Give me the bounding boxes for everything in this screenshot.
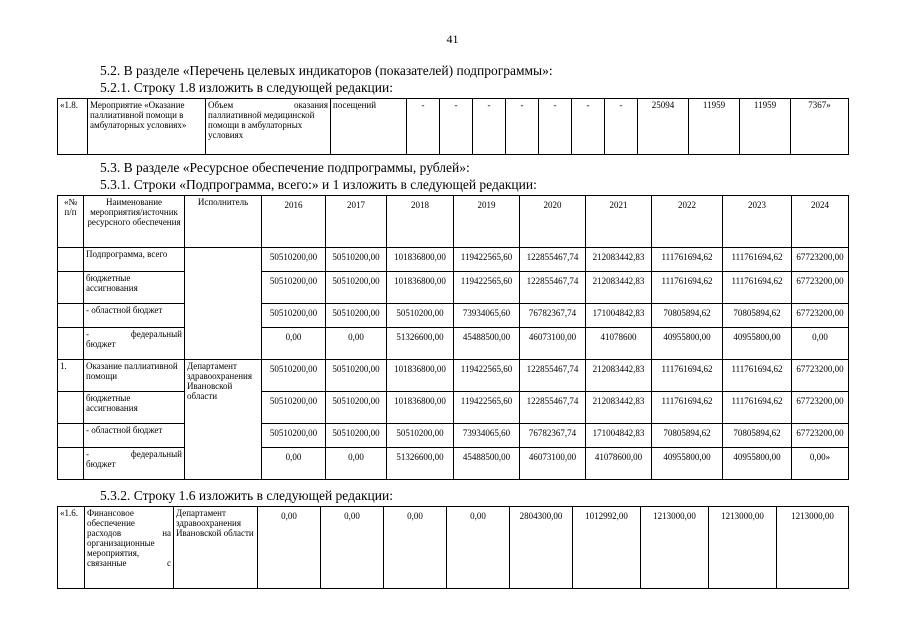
row-name bbox=[84, 448, 185, 480]
paragraph-5-3-2: 5.3.2. Строку 1.6 изложить в следующей редакции: bbox=[100, 488, 393, 503]
value-cell: 122855467,74 bbox=[520, 392, 586, 424]
value-cell: 111761694,62 bbox=[723, 392, 792, 424]
value-cell: 50510200,00 bbox=[262, 392, 326, 424]
value-cell: 171004842,83 bbox=[586, 424, 652, 448]
value-cell: - bbox=[572, 99, 605, 155]
row-number bbox=[58, 304, 84, 328]
value-cell: - bbox=[605, 99, 638, 155]
value-cell: 67723200,00 bbox=[792, 272, 849, 304]
header-num: «№ п/п bbox=[58, 196, 84, 248]
name-word: с bbox=[167, 558, 171, 569]
value-cell: 40955800,00 bbox=[723, 328, 792, 360]
value-cell: 50510200,00 bbox=[262, 304, 326, 328]
row-name: Оказание паллиативной помощи bbox=[84, 360, 185, 392]
value-cell: 171004842,83 bbox=[586, 304, 652, 328]
value-cell: 1213000,00 bbox=[641, 507, 709, 589]
paragraph-5-2: 5.2. В разделе «Перечень целевых индикаторов (показателей) подпрограммы»: bbox=[100, 63, 553, 78]
table-row bbox=[58, 507, 849, 589]
table-body bbox=[58, 248, 849, 480]
value-cell: 50510200,00 bbox=[262, 272, 326, 304]
name-line: организационные bbox=[87, 538, 155, 549]
paragraph-5-2-1: 5.2.1. Строку 1.8 изложить в следующей редакции: bbox=[100, 80, 393, 95]
value-cell: 0,00 bbox=[326, 328, 387, 360]
value-cell: 73934065,60 bbox=[454, 424, 520, 448]
value-cell: 67723200,00 bbox=[792, 360, 849, 392]
value-cell: 7367» bbox=[791, 99, 849, 155]
page-number: 41 bbox=[446, 32, 459, 46]
value-cell: 67723200,00 bbox=[792, 392, 849, 424]
value-cell: 76782367,74 bbox=[520, 304, 586, 328]
value-cell: 46073100,00 bbox=[520, 448, 586, 480]
value-cell: 119422565,60 bbox=[454, 248, 520, 272]
value-cell: 51326600,00 bbox=[387, 448, 454, 480]
value-cell: 101836800,00 bbox=[387, 248, 454, 272]
row-1-6-table bbox=[57, 506, 849, 589]
value-cell: 119422565,60 bbox=[454, 272, 520, 304]
name-word: связанные bbox=[87, 558, 127, 569]
paragraph-5-3-1: 5.3.1. Строки «Подпрограмма, всего:» и 1 изложить в следующей редакции: bbox=[100, 177, 537, 192]
value-cell: 50510200,00 bbox=[326, 360, 387, 392]
value-cell: 0,00 bbox=[792, 328, 849, 360]
header-executor: Исполнитель bbox=[185, 196, 262, 248]
paragraph-5-3: 5.3. В разделе «Ресурсное обеспечение подпрограммы, рублей»: bbox=[100, 160, 470, 175]
value-cell: 101836800,00 bbox=[387, 272, 454, 304]
row-name-dash: - bbox=[86, 449, 89, 459]
table-row bbox=[58, 248, 849, 272]
value-cell: 119422565,60 bbox=[454, 360, 520, 392]
value-cell: 40955800,00 bbox=[652, 328, 723, 360]
value-cell: 50510200,00 bbox=[387, 304, 454, 328]
event-name: Мероприятие «Оказание паллиативной помощи в амбулаторных условиях» bbox=[88, 99, 206, 155]
table-row bbox=[58, 328, 849, 360]
row-number: 1. bbox=[58, 360, 84, 392]
value-cell: 111761694,62 bbox=[652, 248, 723, 272]
value-cell: 50510200,00 bbox=[326, 304, 387, 328]
value-cell: 41078600 bbox=[586, 328, 652, 360]
row-name bbox=[84, 328, 185, 360]
value-cell: 212083442,83 bbox=[586, 392, 652, 424]
value-cell: 50510200,00 bbox=[326, 392, 387, 424]
name-word: на bbox=[162, 528, 171, 539]
value-cell: - bbox=[407, 99, 440, 155]
header-year: 2017 bbox=[326, 196, 387, 248]
value-cell: 101836800,00 bbox=[387, 392, 454, 424]
executor: Департамент здравоохранения Ивановской области bbox=[185, 360, 262, 480]
resource-table bbox=[57, 195, 849, 480]
name-line: обеспечение bbox=[87, 518, 135, 529]
value-cell: 212083442,83 bbox=[586, 272, 652, 304]
value-cell: 0,00 bbox=[262, 328, 326, 360]
value-cell: 0,00» bbox=[792, 448, 849, 480]
table-row bbox=[58, 304, 849, 328]
header-year: 2016 bbox=[262, 196, 326, 248]
value-cell: 2804300,00 bbox=[510, 507, 573, 589]
value-cell: 0,00 bbox=[384, 507, 447, 589]
row-number bbox=[58, 328, 84, 360]
value-cell: 1213000,00 bbox=[777, 507, 849, 589]
value-cell: 111761694,62 bbox=[723, 272, 792, 304]
value-cell: 41078600,00 bbox=[586, 448, 652, 480]
value-cell: 111761694,62 bbox=[723, 248, 792, 272]
indicator-table bbox=[57, 98, 849, 155]
row-number bbox=[58, 424, 84, 448]
value-cell: 40955800,00 bbox=[652, 448, 723, 480]
value-cell: 45488500,00 bbox=[454, 328, 520, 360]
executor bbox=[185, 248, 262, 360]
value-cell: 111761694,62 bbox=[652, 360, 723, 392]
value-cell: 101836800,00 bbox=[387, 360, 454, 392]
value-cell: 73934065,60 bbox=[454, 304, 520, 328]
value-cell: 212083442,83 bbox=[586, 360, 652, 392]
value-cell: 122855467,74 bbox=[520, 248, 586, 272]
value-cell: 40955800,00 bbox=[723, 448, 792, 480]
table-row bbox=[58, 99, 849, 155]
value-cell: 11959 bbox=[689, 99, 740, 155]
row-number bbox=[58, 448, 84, 480]
value-cell: 50510200,00 bbox=[326, 272, 387, 304]
value-cell: 1012992,00 bbox=[573, 507, 641, 589]
value-cell: 50510200,00 bbox=[326, 248, 387, 272]
table-row bbox=[58, 392, 849, 424]
table-header-row bbox=[58, 196, 849, 248]
row-number bbox=[58, 392, 84, 424]
value-cell: 0,00 bbox=[326, 448, 387, 480]
name-line: мероприятия, bbox=[87, 548, 140, 559]
value-cell: 0,00 bbox=[258, 507, 321, 589]
value-cell: 67723200,00 bbox=[792, 424, 849, 448]
value-cell: 111761694,62 bbox=[723, 360, 792, 392]
header-year: 2023 bbox=[723, 196, 792, 248]
value-cell: 76782367,74 bbox=[520, 424, 586, 448]
header-year: 2020 bbox=[520, 196, 586, 248]
value-cell: 70805894,62 bbox=[652, 424, 723, 448]
header-year: 2019 bbox=[454, 196, 520, 248]
row-number bbox=[58, 248, 84, 272]
table-row bbox=[58, 448, 849, 480]
value-cell: 0,00 bbox=[447, 507, 510, 589]
value-cell: 25094 bbox=[638, 99, 689, 155]
value-cell: - bbox=[473, 99, 506, 155]
value-cell: 67723200,00 bbox=[792, 304, 849, 328]
value-cell: 50510200,00 bbox=[262, 360, 326, 392]
row-name: - областной бюджет bbox=[84, 304, 185, 328]
value-cell: 1213000,00 bbox=[709, 507, 777, 589]
row-name: Подпрограмма, всего bbox=[84, 248, 185, 272]
value-cell: 70805894,62 bbox=[723, 424, 792, 448]
unit: посещений bbox=[331, 99, 407, 155]
row-name-dash: - bbox=[86, 329, 89, 339]
indicator-word-1: Объем bbox=[208, 100, 234, 110]
value-cell: 212083442,83 bbox=[586, 248, 652, 272]
row-number bbox=[58, 272, 84, 304]
value-cell: - bbox=[506, 99, 539, 155]
indicator-rest: паллиативной медицинской помощи в амбулаторных условиях bbox=[208, 110, 315, 141]
header-name: Наименование мероприятия/источник ресурсного обеспечения bbox=[84, 196, 185, 248]
value-cell: 50510200,00 bbox=[262, 424, 326, 448]
row-name-budget: бюджет bbox=[86, 339, 116, 350]
name-line: Финансовое bbox=[87, 508, 134, 518]
value-cell: - bbox=[539, 99, 572, 155]
row-name-federal: федеральный bbox=[130, 449, 182, 459]
row-number: «1.6. bbox=[58, 507, 85, 589]
table-row bbox=[58, 360, 849, 392]
header-year: 2021 bbox=[586, 196, 652, 248]
value-cell: 0,00 bbox=[321, 507, 384, 589]
indicator-word-2: оказания bbox=[293, 100, 328, 110]
row-number: «1.8. bbox=[58, 99, 88, 155]
value-cell: 111761694,62 bbox=[652, 392, 723, 424]
value-cell: 70805894,62 bbox=[652, 304, 723, 328]
value-cell: 111761694,62 bbox=[652, 272, 723, 304]
value-cell: 67723200,00 bbox=[792, 248, 849, 272]
value-cell: 0,00 bbox=[262, 448, 326, 480]
value-cell: 46073100,00 bbox=[520, 328, 586, 360]
header-year: 2022 bbox=[652, 196, 723, 248]
name-word: расходов bbox=[87, 528, 122, 539]
value-cell: 119422565,60 bbox=[454, 392, 520, 424]
value-cell: - bbox=[440, 99, 473, 155]
table-row bbox=[58, 424, 849, 448]
value-cell: 11959 bbox=[740, 99, 791, 155]
event-name bbox=[85, 507, 174, 589]
value-cell: 122855467,74 bbox=[520, 360, 586, 392]
row-name: - областной бюджет bbox=[84, 424, 185, 448]
row-name: бюджетные ассигнования bbox=[84, 272, 185, 304]
value-cell: 51326600,00 bbox=[387, 328, 454, 360]
row-name: бюджетные ассигнования bbox=[84, 392, 185, 424]
value-cell: 50510200,00 bbox=[326, 424, 387, 448]
header-year: 2024 bbox=[792, 196, 849, 248]
header-year: 2018 bbox=[387, 196, 454, 248]
indicator-name bbox=[206, 99, 331, 155]
row-name-federal: федеральный bbox=[130, 329, 182, 339]
value-cell: 122855467,74 bbox=[520, 272, 586, 304]
value-cell: 50510200,00 bbox=[387, 424, 454, 448]
executor: Департамент здравоохранения Ивановской области bbox=[174, 507, 258, 589]
value-cell: 45488500,00 bbox=[454, 448, 520, 480]
row-name-budget: бюджет bbox=[86, 459, 116, 470]
value-cell: 70805894,62 bbox=[723, 304, 792, 328]
value-cell: 50510200,00 bbox=[262, 248, 326, 272]
table-row bbox=[58, 272, 849, 304]
